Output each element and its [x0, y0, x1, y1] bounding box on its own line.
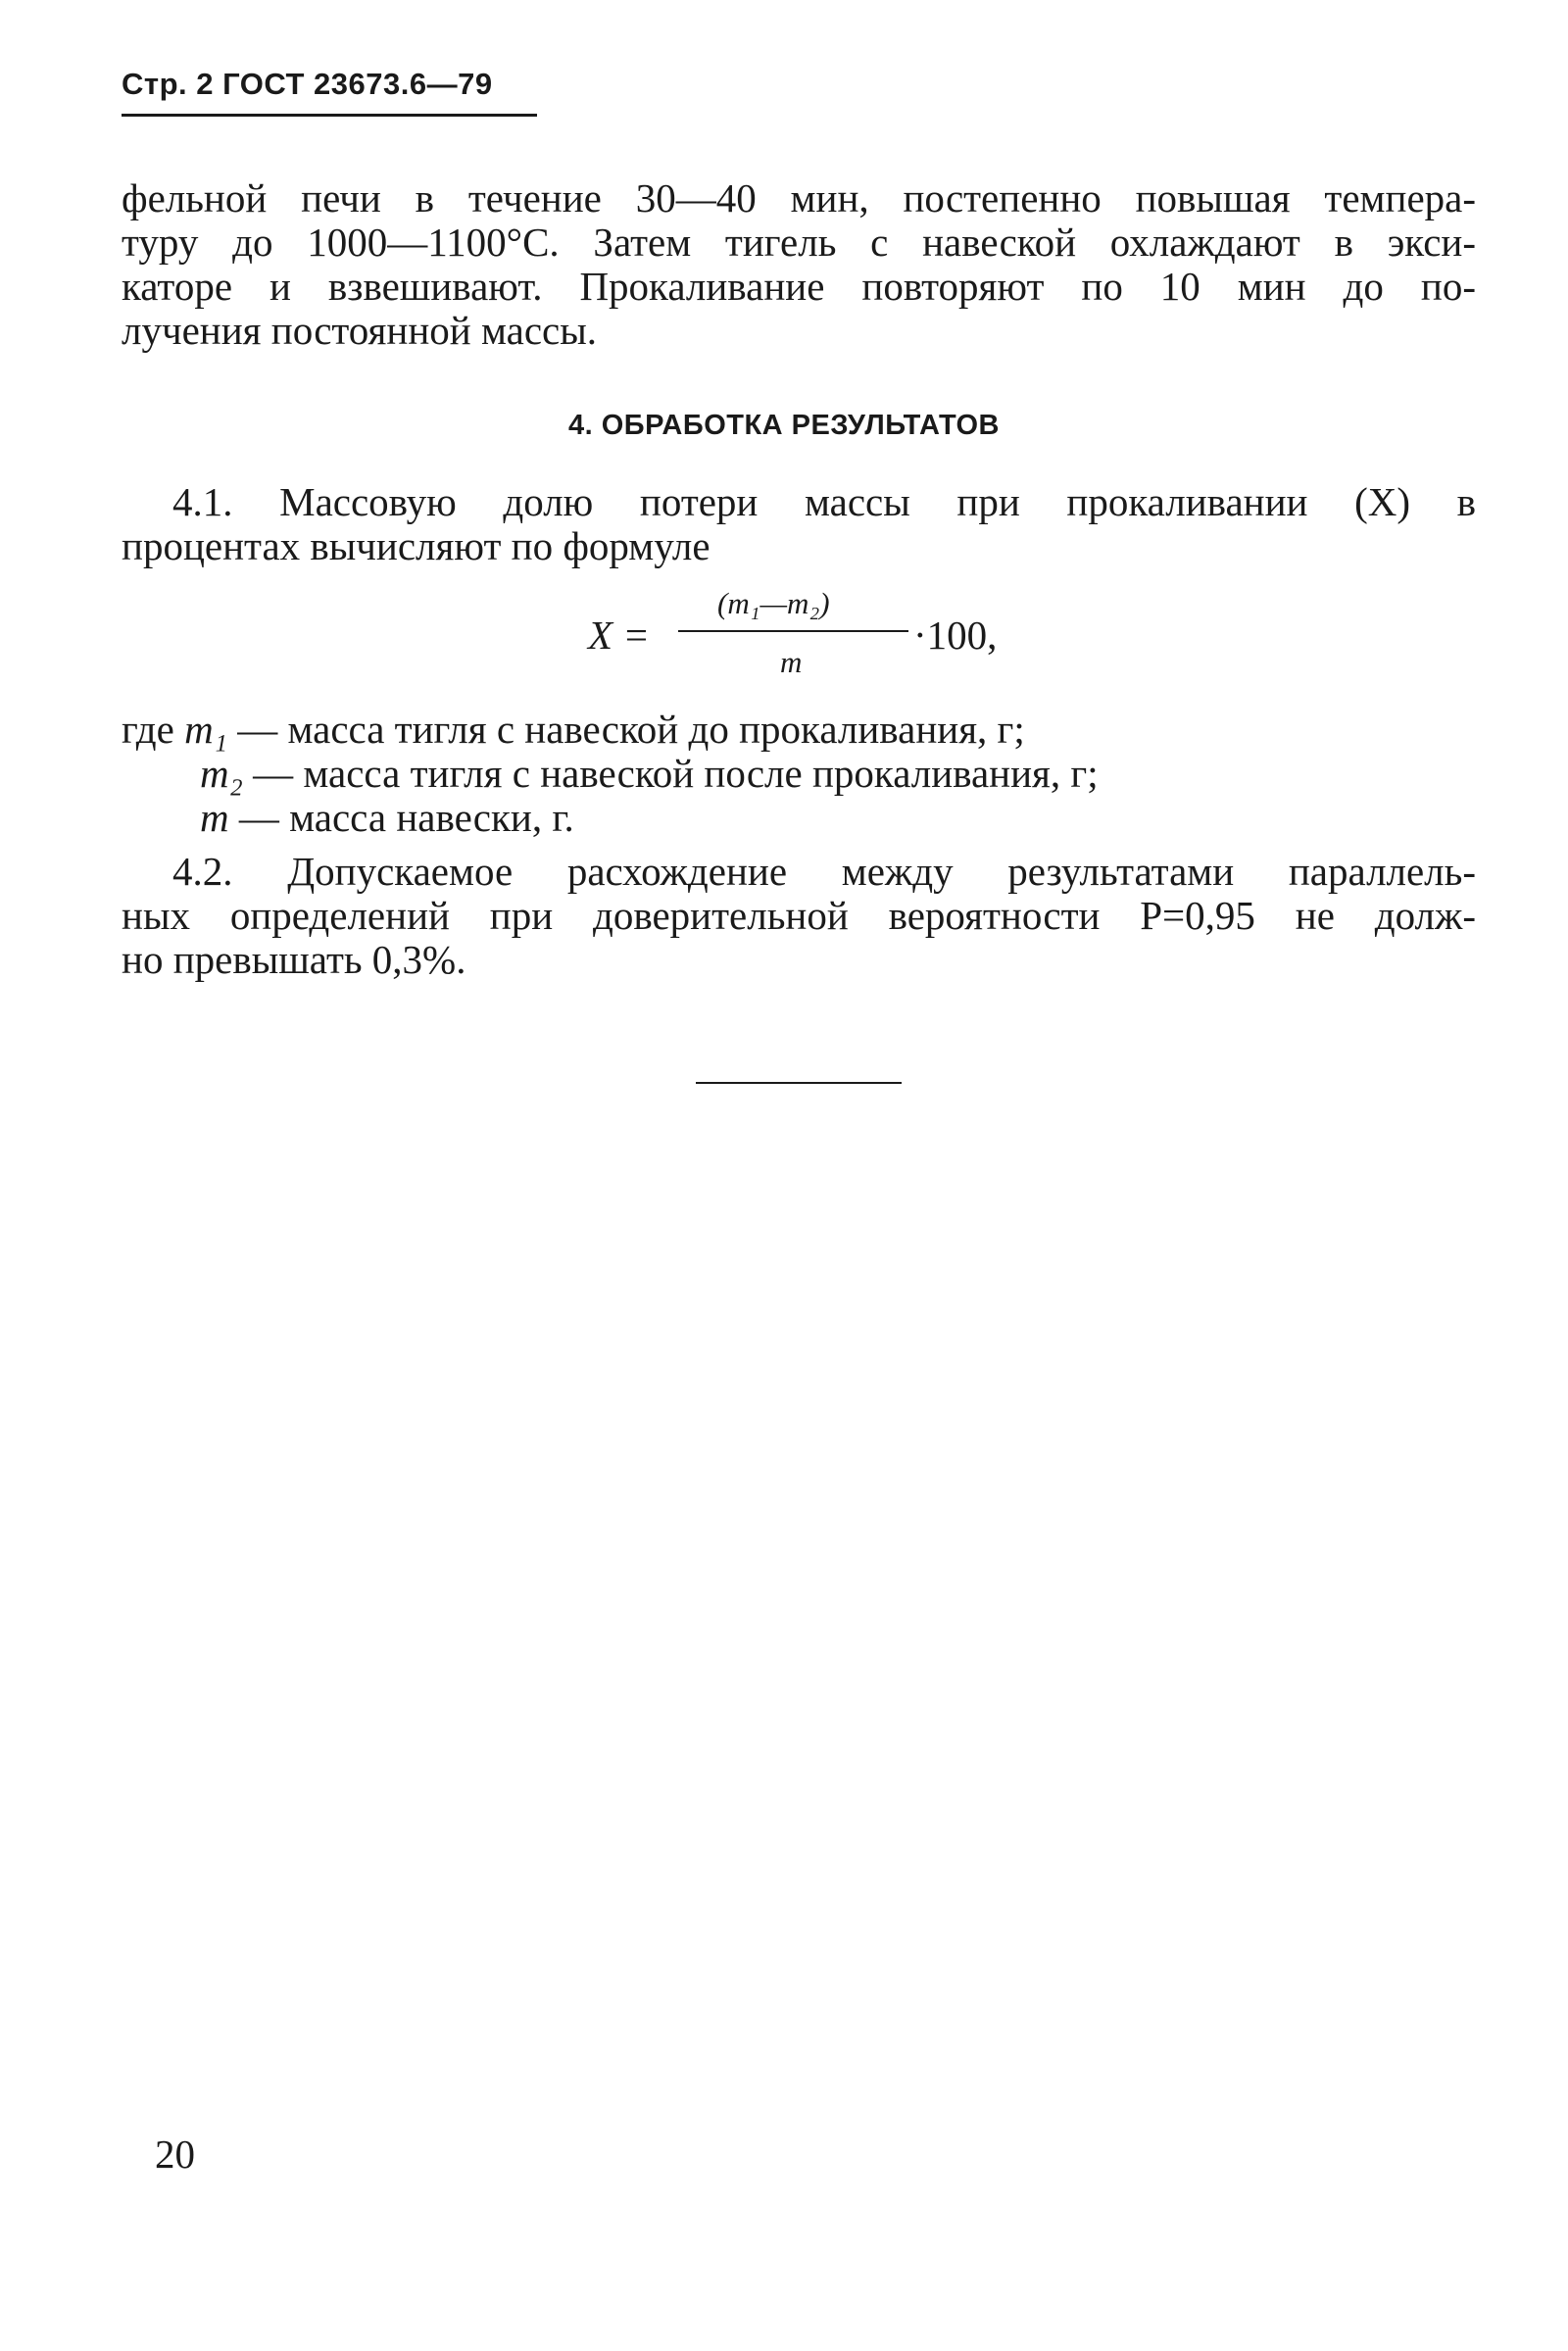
- formula-lhs: X =: [588, 612, 650, 658]
- intro-paragraph: [122, 176, 1476, 353]
- page-number: 20: [155, 2131, 195, 2177]
- where-intro: где: [122, 707, 174, 752]
- symbol-m2-definition: — масса тигля с навеской после прокаливания, г;: [253, 751, 1099, 796]
- where-line-3: [200, 796, 574, 840]
- symbol-m2: m₂: [200, 751, 243, 796]
- symbol-m1: m₁: [184, 707, 227, 752]
- intro-line: каторе и взвешивают. Прокаливание повторяют по 10 мин до по-: [122, 264, 1476, 309]
- where-line-1: [122, 708, 1025, 752]
- paragraph-4-1: [122, 480, 1476, 568]
- paragraph-line: процентах вычисляют по формуле: [122, 523, 710, 568]
- paragraph-line: 4.1. Массовую долю потери массы при прокаливании (X) в: [172, 479, 1476, 524]
- formula: [588, 586, 1039, 694]
- symbol-m1-definition: — масса тигля с навеской до прокаливания, г;: [237, 707, 1025, 752]
- paragraph-4-2: [122, 850, 1476, 982]
- paragraph-line: но превышать 0,3%.: [122, 937, 466, 982]
- intro-line: фельной печи в течение 30—40 мин, постепенно повышая темпера-: [122, 175, 1476, 220]
- where-line-2: [200, 752, 1099, 796]
- page-header: Стр. 2 ГОСТ 23673.6—79: [122, 67, 493, 101]
- fraction-bar: [678, 630, 908, 632]
- symbol-m: m: [200, 795, 229, 840]
- formula-denominator: m: [780, 645, 803, 679]
- intro-line: лучения постоянной массы.: [122, 308, 598, 353]
- section-title: 4. ОБРАБОТКА РЕЗУЛЬТАТОВ: [567, 410, 1001, 441]
- symbol-m-definition: — масса навески, г.: [238, 795, 574, 840]
- paragraph-line: ных определений при доверительной вероятности P=0,95 не долж-: [122, 893, 1476, 938]
- end-rule: [696, 1082, 902, 1084]
- formula-multiplier: ·100,: [913, 612, 998, 658]
- intro-line: туру до 1000—1100°С. Затем тигель с навеской охлаждают в экси-: [122, 220, 1476, 265]
- formula-numerator: (m₁—m₂): [717, 586, 830, 620]
- paragraph-line: 4.2. Допускаемое расхождение между результатами параллель-: [172, 849, 1476, 894]
- header-rule: [122, 114, 537, 117]
